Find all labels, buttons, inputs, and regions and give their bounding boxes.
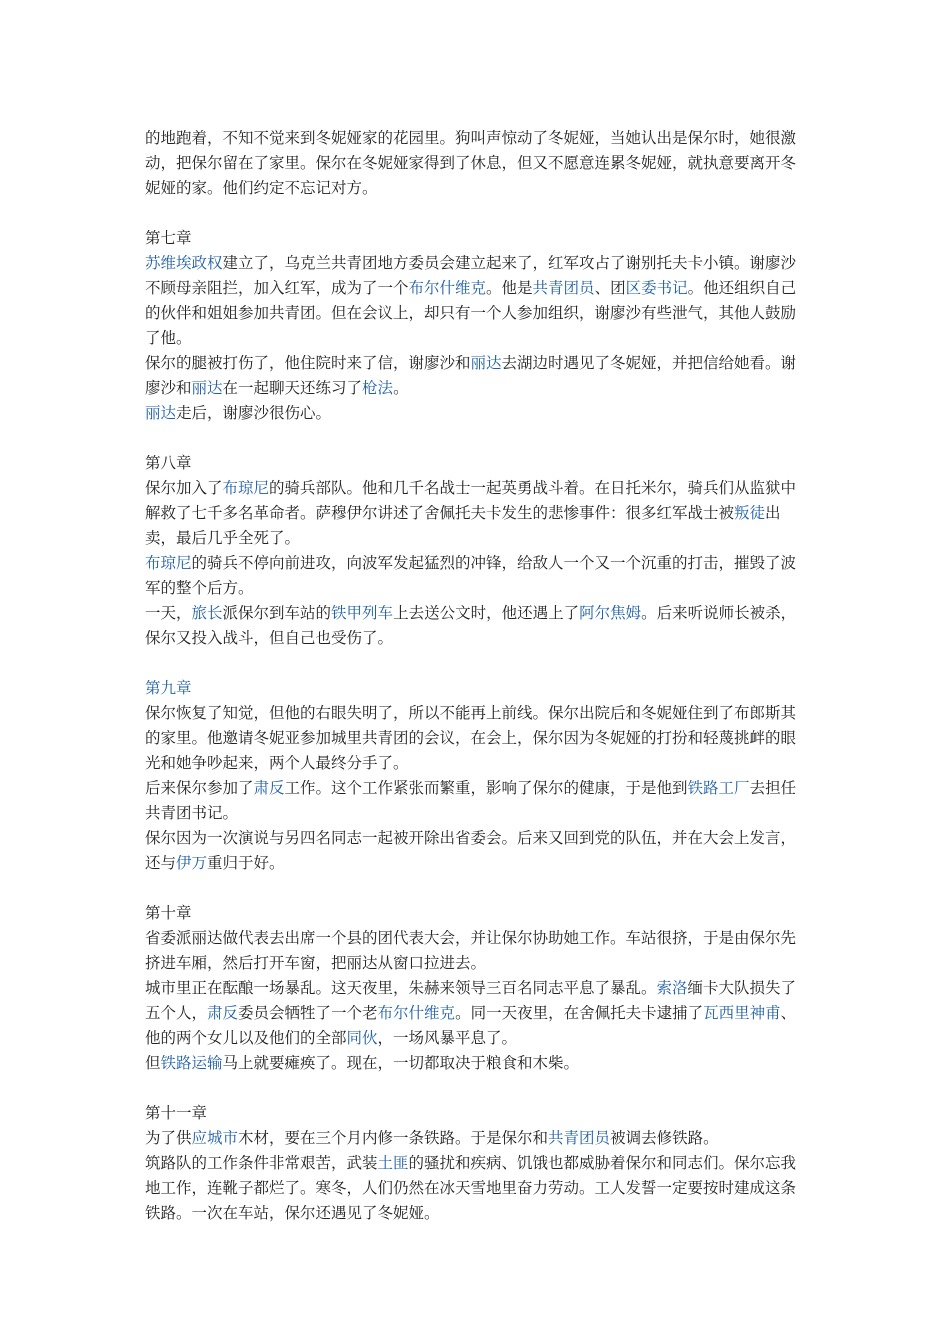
- term-link[interactable]: 布尔什维克: [408, 279, 487, 297]
- term-link[interactable]: 共青团员: [532, 279, 595, 297]
- term-link[interactable]: 叛徒: [734, 504, 766, 522]
- chapter-section: [145, 126, 810, 201]
- heading-link[interactable]: 第九章: [145, 679, 192, 697]
- chapter-heading: [145, 901, 810, 926]
- paragraph: [145, 976, 810, 1051]
- term-link[interactable]: 丽达: [470, 354, 502, 372]
- chapter-heading: [145, 451, 810, 476]
- body-text: 缅卡大队损失了五个人，: [145, 979, 797, 1022]
- body-text: 派保尔到车站的: [222, 604, 332, 622]
- term-link[interactable]: 瓦西里神甫: [703, 1004, 781, 1022]
- paragraph: [145, 826, 810, 876]
- chapter-heading: [145, 1101, 810, 1126]
- term-link[interactable]: 应城市: [191, 1129, 239, 1147]
- chapter-section: [145, 451, 810, 651]
- body-text: 、他的两个女儿以及他们的全部: [145, 1004, 797, 1047]
- body-text: 一天，: [145, 604, 192, 622]
- body-text: 保尔的腿被打伤了，他住院时来了信，谢廖沙和: [145, 354, 471, 372]
- chapter-section: [145, 676, 810, 876]
- body-text: 保尔恢复了知觉，但他的右眼失明了，所以不能再上前线。保尔出院后和冬妮娅住到了布郎斯其的家里。他邀请冬妮亚参加城里共青团的会议，在会上，保尔因为冬妮娅的打扮和轻蔑挑衅的眼光和她争吵起来，两个人最终分手了。: [145, 704, 797, 772]
- term-link[interactable]: 索洛: [656, 979, 688, 997]
- chapter-section: [145, 901, 810, 1076]
- body-text: 、团: [594, 279, 626, 297]
- body-text: 。后来听说师长被杀，保尔又投入战斗，但自己也受伤了。: [145, 604, 797, 647]
- term-link[interactable]: 伊万: [176, 854, 208, 872]
- heading-text: 第七章: [145, 229, 192, 247]
- paragraph: [145, 1051, 810, 1076]
- term-link[interactable]: 布琼尼: [145, 554, 192, 572]
- body-text: 走后，谢廖沙很伤心。: [176, 404, 332, 422]
- chapter-section: [145, 1101, 810, 1226]
- term-link[interactable]: 苏维埃政权: [145, 254, 223, 272]
- body-text: 上去送公文时，他还遇上了: [393, 604, 580, 622]
- chapter-section: [145, 226, 810, 426]
- paragraph: [145, 551, 810, 601]
- term-link[interactable]: 枪法: [362, 379, 394, 397]
- paragraph: [145, 351, 810, 401]
- body-text: 的地跑着，不知不觉来到冬妮娅家的花园里。狗叫声惊动了冬妮娅，当她认出是保尔时，她很激动，把保尔留在了家里。保尔在冬妮娅家得到了休息，但又不愿意连累冬妮娅，就执意要离开冬妮娅的家。他们约定不忘记对方。: [145, 129, 797, 197]
- heading-text: 第八章: [145, 454, 192, 472]
- body-text: 出卖，最后几乎全死了。: [145, 504, 781, 547]
- paragraph: [145, 476, 810, 551]
- chapter-heading: [145, 226, 810, 251]
- heading-text: 第十一章: [145, 1104, 208, 1122]
- term-link[interactable]: 肃反: [207, 1004, 239, 1022]
- term-link[interactable]: 区委书记: [625, 279, 688, 297]
- paragraph: [145, 701, 810, 776]
- body-text: 工作。这个工作紧张而繁重，影响了保尔的健康，于是他到: [284, 779, 688, 797]
- body-text: 木材，要在三个月内修一条铁路。于是保尔和: [238, 1129, 549, 1147]
- term-link[interactable]: 丽达: [191, 379, 223, 397]
- term-link[interactable]: 丽达: [145, 404, 177, 422]
- body-text: 去担任共青团书记。: [145, 779, 797, 822]
- body-text: 马上就要瘫痪了。现在，一切都取决于粮食和木柴。: [222, 1054, 580, 1072]
- paragraph: [145, 1151, 810, 1226]
- body-text: 的骑兵部队。他和几千名战士一起英勇战斗着。在日托米尔，骑兵们从监狱中解救了七千多名革命者。萨穆伊尔讲述了舍佩托夫卡发生的悲惨事件：很多红军战士被: [145, 479, 797, 522]
- paragraph: [145, 601, 810, 651]
- term-link[interactable]: 土匪: [377, 1154, 409, 1172]
- paragraph: [145, 401, 810, 426]
- body-text: 委员会牺牲了一个老: [238, 1004, 378, 1022]
- paragraph: [145, 126, 810, 201]
- body-text: 。他还组织自己的伙伴和姐姐参加共青团。但在会议上，却只有一个人参加组织，谢廖沙有些泄气，其他人鼓励了他。: [145, 279, 797, 347]
- paragraph: [145, 926, 810, 976]
- body-text: 保尔加入了: [145, 479, 223, 497]
- body-text: 去湖边时遇见了冬妮娅，并把信给她看。谢廖沙和: [145, 354, 797, 397]
- body-text: 的骑兵不停向前进攻，向波军发起猛烈的冲锋，给敌人一个又一个沉重的打击，摧毁了波军的整个后方。: [145, 554, 797, 597]
- body-text: ，一场风暴平息了。: [377, 1029, 518, 1047]
- chapter-heading: [145, 676, 810, 701]
- term-link[interactable]: 铁甲列车: [331, 604, 394, 622]
- body-text: 在一起聊天还练习了: [222, 379, 363, 397]
- term-link[interactable]: 布尔什维克: [377, 1004, 456, 1022]
- body-text: 。他是: [486, 279, 533, 297]
- term-link[interactable]: 共青团员: [548, 1129, 611, 1147]
- body-text: 但: [145, 1054, 161, 1072]
- heading-text: 第十章: [145, 904, 192, 922]
- term-link[interactable]: 布琼尼: [222, 479, 270, 497]
- paragraph: [145, 1126, 810, 1151]
- term-link[interactable]: 旅长: [191, 604, 223, 622]
- term-link[interactable]: 肃反: [253, 779, 285, 797]
- term-link[interactable]: 铁路工厂: [687, 779, 750, 797]
- body-text: 省委派丽达做代表去出席一个县的团代表大会，并让保尔协助她工作。车站很挤，于是由保尔先挤进车厢，然后打开车窗，把丽达从窗口拉进去。: [145, 929, 797, 972]
- body-text: 城市里正在酝酿一场暴乱。这天夜里，朱赫来领导三百名同志平息了暴乱。: [145, 979, 657, 997]
- paragraph: [145, 776, 810, 826]
- body-text: 后来保尔参加了: [145, 779, 254, 797]
- body-text: 的骚扰和疾病、饥饿也都威胁着保尔和同志们。保尔忘我地工作，连靴子都烂了。寒冬，人们仍然在冰天雪地里奋力劳动。工人发誓一定要按时建成这条铁路。一次在车站，保尔还遇见了冬妮娅。: [145, 1154, 797, 1222]
- body-text: 筑路队的工作条件非常艰苦，武装: [145, 1154, 378, 1172]
- body-text: 重归于好。: [207, 854, 285, 872]
- body-text: 为了供: [145, 1129, 192, 1147]
- body-text: 。: [393, 379, 409, 397]
- term-link[interactable]: 同伙: [346, 1029, 378, 1047]
- body-text: 建立了，乌克兰共青团地方委员会建立起来了，红军攻占了谢别托夫卡小镇。谢廖沙不顾母亲阻拦，加入红军，成为了一个: [145, 254, 797, 297]
- body-text: 保尔因为一次演说与另四名同志一起被开除出省委会。后来又回到党的队伍，并在大会上发言，还与: [145, 829, 797, 872]
- body-text: 。同一天夜里，在舍佩托夫卡逮捕了: [455, 1004, 704, 1022]
- body-text: 被调去修铁路。: [610, 1129, 719, 1147]
- term-link[interactable]: 阿尔焦姆: [579, 604, 642, 622]
- term-link[interactable]: 铁路运输: [160, 1054, 223, 1072]
- paragraph: [145, 251, 810, 351]
